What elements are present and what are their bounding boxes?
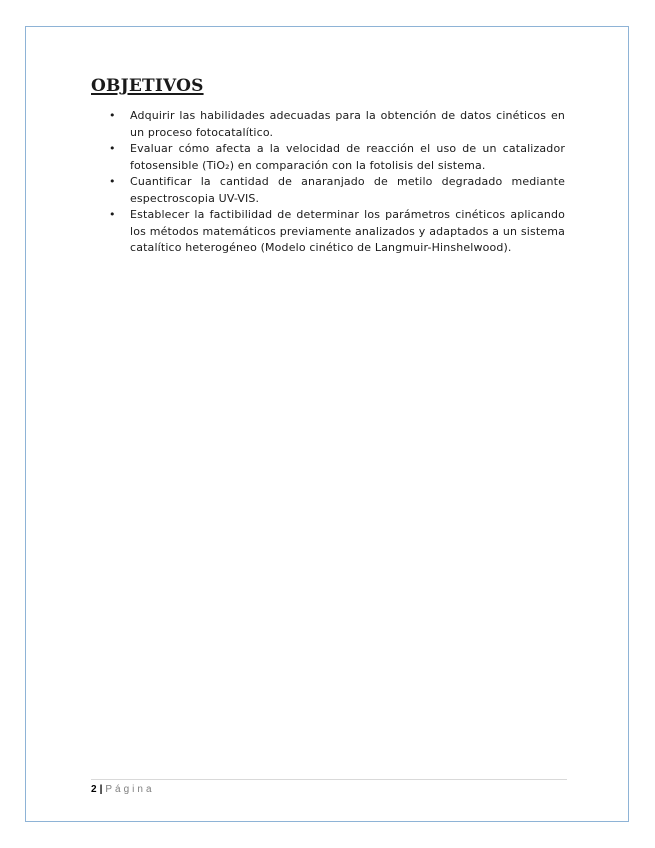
objective-text: Cuantificar la cantidad de anaranjado de metilo degradado mediante espectroscopia UV-VIS. bbox=[130, 175, 565, 205]
bullet-icon: • bbox=[109, 208, 116, 221]
bullet-icon: • bbox=[109, 109, 116, 122]
objective-text: Adquirir las habilidades adecuadas para la obtención de datos cinéticos en un proceso fotocatalítico. bbox=[130, 109, 565, 139]
section-heading: OBJETIVOS bbox=[91, 76, 204, 96]
list-item bbox=[109, 174, 565, 207]
objectives-list bbox=[109, 108, 565, 257]
document-page bbox=[25, 26, 629, 822]
list-item bbox=[109, 108, 565, 141]
objective-text: Evaluar cómo afecta a la velocidad de reacción el uso de un catalizador fotosensible (TiO₂) en comparación con la fotolisis del sistema. bbox=[130, 142, 565, 172]
footer-divider bbox=[91, 779, 567, 780]
footer-separator: | bbox=[99, 784, 103, 795]
page-label: Página bbox=[105, 784, 155, 795]
page-number: 2 bbox=[91, 784, 97, 795]
objective-text: Establecer la factibilidad de determinar los parámetros cinéticos aplicando los métodos matemáticos previamente analizados y adaptados a un sistema catalítico heterogéneo (Modelo cinético de Langmuir-Hinshelwood). bbox=[130, 208, 565, 254]
page-footer bbox=[91, 784, 155, 795]
list-item bbox=[109, 141, 565, 174]
list-item bbox=[109, 207, 565, 257]
bullet-icon: • bbox=[109, 175, 116, 188]
bullet-icon: • bbox=[109, 142, 116, 155]
